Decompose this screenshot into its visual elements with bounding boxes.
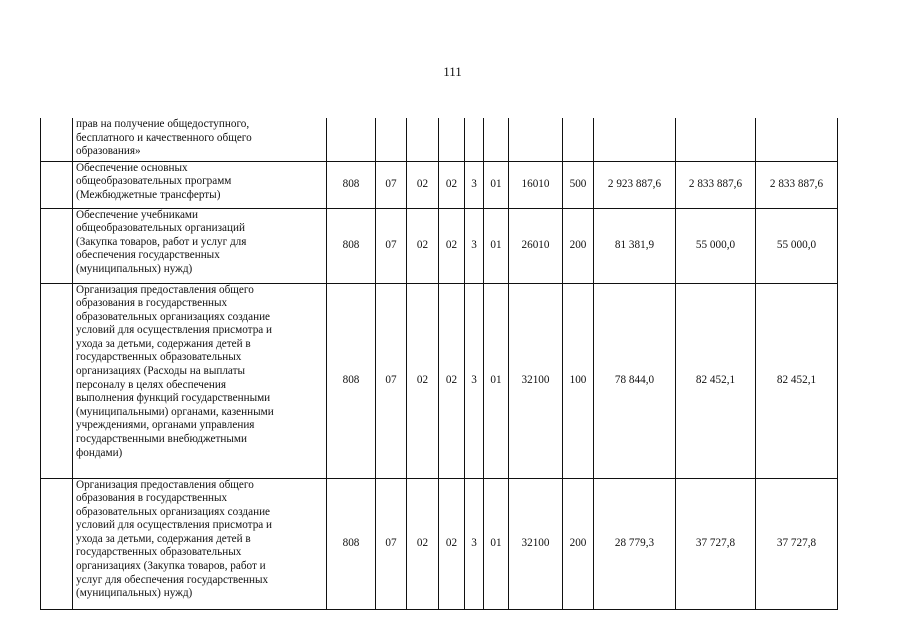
amount-year-3-cell: 2 833 887,6 [756,161,838,208]
expense-type-code-cell: 100 [563,283,594,478]
table-row [41,478,838,609]
podrazdel-code-cell [407,118,439,161]
description-line: прав на получение общедоступного, [76,118,250,130]
amount-year-2-cell: 2 833 887,6 [676,161,756,208]
program-code-cell: 02 [439,208,465,283]
expense-type-code-cell: 200 [563,208,594,283]
description-line: (муниципальных) нужд) [76,262,193,275]
direction-code-cell: 16010 [509,161,563,208]
direction-code-cell: 32100 [509,283,563,478]
description-line: условий для осуществления присмотра и [76,519,273,532]
description-cell [73,118,327,161]
vedomstvo-code-cell: 808 [327,208,376,283]
table-row [41,161,838,208]
page-number: 111 [443,64,462,79]
subprogram-code-cell: 3 [465,283,484,478]
description-line: общеобразовательных организаций [76,222,245,235]
description-line: Обеспечение учебниками [76,208,198,221]
amount-year-1-cell [594,118,676,161]
expense-type-code-cell: 200 [563,478,594,609]
amount-year-3-cell: 37 727,8 [756,478,838,609]
budget-table [40,118,838,610]
podrazdel-code-cell: 02 [407,208,439,283]
razdel-code-cell: 07 [376,478,407,609]
razdel-code-cell: 07 [376,161,407,208]
subprogram-code-cell: 3 [465,478,484,609]
podrazdel-code-cell: 02 [407,283,439,478]
direction-code-cell [509,118,563,161]
vedomstvo-code-cell: 808 [327,283,376,478]
description-line: обеспечения государственных [76,249,220,262]
amount-year-3-cell [756,118,838,161]
activity-code-cell: 01 [484,478,509,609]
table-row [41,283,838,478]
row-number-cell [41,118,73,161]
description-line: бесплатного и качественного общего [76,131,252,144]
description-line: организациях (Закупка товаров, работ и [76,560,266,573]
description-line: общеобразовательных программ [76,175,232,188]
razdel-code-cell: 07 [376,208,407,283]
amount-year-2-cell [676,118,756,161]
description-line: образовательных организациях создание [76,505,271,518]
subprogram-code-cell: 3 [465,161,484,208]
amount-year-2-cell: 37 727,8 [676,478,756,609]
vedomstvo-code-cell [327,118,376,161]
subprogram-code-cell: 3 [465,208,484,283]
amount-year-1-cell: 2 923 887,6 [594,161,676,208]
row-number-cell [41,208,73,283]
description-line: ухода за детьми, содержания детей в [76,337,251,350]
amount-year-1-cell: 28 779,3 [594,478,676,609]
direction-code-cell: 26010 [509,208,563,283]
description-line: государственных образовательных [76,546,242,559]
activity-code-cell: 01 [484,208,509,283]
description-line: Организация предоставления общего [76,283,254,296]
amount-year-3-cell: 55 000,0 [756,208,838,283]
amount-year-1-cell: 81 381,9 [594,208,676,283]
row-number-cell [41,478,73,609]
description-line: фондами) [76,446,123,459]
description-line: условий для осуществления присмотра и [76,324,273,337]
description-line: Обеспечение основных [76,161,188,174]
vedomstvo-code-cell: 808 [327,161,376,208]
amount-year-2-cell: 82 452,1 [676,283,756,478]
description-line: государственных образовательных [76,351,242,364]
vedomstvo-code-cell: 808 [327,478,376,609]
table-row [41,208,838,283]
description-cell [73,208,327,283]
expense-type-code-cell: 500 [563,161,594,208]
program-code-cell: 02 [439,283,465,478]
description-line: (Межбюджетные трансферты) [76,188,221,201]
razdel-code-cell [376,118,407,161]
description-cell [73,478,327,609]
description-line: образования» [76,145,141,158]
description-line: образования в государственных [76,297,228,310]
activity-code-cell: 01 [484,161,509,208]
amount-year-2-cell: 55 000,0 [676,208,756,283]
description-line: образования в государственных [76,492,228,505]
table-row [41,118,838,161]
description-line: (Закупка товаров, работ и услуг для [76,235,247,248]
description-line: выполнения функций государственными [76,392,271,405]
row-number-cell [41,161,73,208]
description-line: (муниципальными) органами, казенными [76,405,274,418]
podrazdel-code-cell: 02 [407,161,439,208]
razdel-code-cell: 07 [376,283,407,478]
description-line: государственными внебюджетными [76,433,247,446]
subprogram-code-cell [465,118,484,161]
description-line: персоналу в целях обеспечения [76,378,227,391]
direction-code-cell: 32100 [509,478,563,609]
program-code-cell: 02 [439,478,465,609]
description-line: (муниципальных) нужд) [76,587,193,600]
activity-code-cell: 01 [484,283,509,478]
description-line: организациях (Расходы на выплаты [76,365,245,378]
description-line: образовательных организациях создание [76,310,271,323]
program-code-cell [439,118,465,161]
description-line: учреждениями, органами управления [76,419,255,432]
podrazdel-code-cell: 02 [407,478,439,609]
table-body [41,118,838,609]
program-code-cell: 02 [439,161,465,208]
description-cell [73,161,327,208]
description-cell [73,283,327,478]
row-number-cell [41,283,73,478]
description-line: ухода за детьми, содержания детей в [76,532,251,545]
expense-type-code-cell [563,118,594,161]
activity-code-cell [484,118,509,161]
amount-year-3-cell: 82 452,1 [756,283,838,478]
description-line: услуг для обеспечения государственных [76,573,269,586]
amount-year-1-cell: 78 844,0 [594,283,676,478]
description-line: Организация предоставления общего [76,478,254,491]
